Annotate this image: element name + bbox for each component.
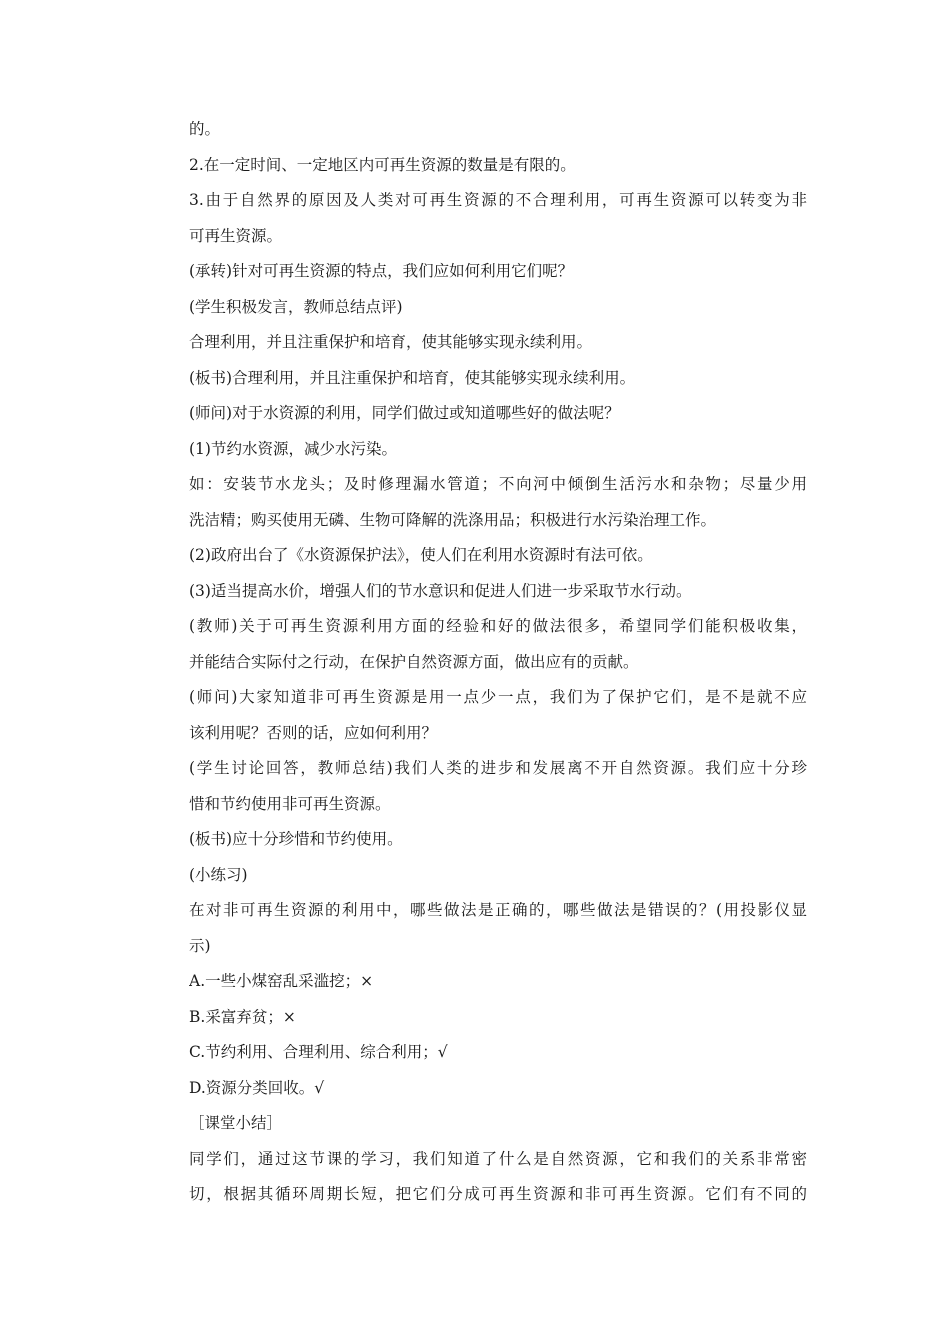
text-line: 同学们，通过这节课的学习，我们知道了什么是自然资源，它和我们的关系非常密	[189, 1149, 807, 1168]
text-line: (师问)大家知道非可再生资源是用一点少一点，我们为了保护它们，是不是就不应	[189, 688, 807, 706]
text-line: ［课堂小结］	[189, 1114, 283, 1132]
text-line: (承转)针对可再生资源的特点，我们应如何利用它们呢？	[189, 262, 574, 280]
text-line: (小练习)	[189, 865, 248, 884]
text-line: (学生积极发言，教师总结点评)	[189, 297, 403, 316]
text-line: (2)政府出台了《水资源保护法》，使人们在利用水资源时有法可依。	[189, 546, 653, 564]
text-line: 该利用呢？否则的话，应如何利用？	[189, 723, 438, 742]
text-line: (3)适当提高水价，增强人们的节水意识和促进人们进一步采取节水行动。	[189, 581, 692, 600]
text-line: (师问)对于水资源的利用，同学们做过或知道哪些好的做法呢？	[189, 404, 620, 422]
text-line: 切，根据其循环周期长短，把它们分成可再生资源和非可再生资源。它们有不同的	[189, 1185, 807, 1203]
text-line: C.节约利用、合理利用、综合利用；√	[189, 1043, 448, 1061]
text-line: (板书)合理利用，并且注重保护和培育，使其能够实现永续利用。	[189, 368, 636, 387]
text-line: 在对非可再生资源的利用中，哪些做法是正确的，哪些做法是错误的？(用投影仪显	[189, 901, 807, 919]
text-line: 如：安装节水龙头；及时修理漏水管道；不向河中倾倒生活污水和杂物；尽量少用	[189, 475, 807, 493]
text-line: 的。	[189, 120, 221, 138]
text-line: 3.由于自然界的原因及人类对可再生资源的不合理利用，可再生资源可以转变为非	[189, 191, 807, 209]
text-line: D.资源分类回收。√	[189, 1078, 325, 1097]
text-line: 并能结合实际付之行动，在保护自然资源方面，做出应有的贡献。	[189, 652, 639, 671]
text-line: 可再生资源。	[189, 226, 283, 245]
text-line: 示)	[189, 936, 211, 955]
text-line: (学生讨论回答，教师总结)我们人类的进步和发展离不开自然资源。我们应十分珍	[189, 759, 807, 777]
text-line: (教师)关于可再生资源利用方面的经验和好的做法很多，希望同学们能积极收集，	[189, 617, 807, 635]
text-line: 惜和节约使用非可再生资源。	[189, 794, 391, 813]
text-line: 2.在一定时间、一定地区内可再生资源的数量是有限的。	[189, 155, 576, 174]
document-body	[189, 112, 807, 1213]
text-line: (板书)应十分珍惜和节约使用。	[189, 830, 403, 848]
text-line: (1)节约水资源，减少水污染。	[189, 439, 397, 458]
text-line: A.一些小煤窑乱采滥挖；×	[189, 972, 374, 990]
text-line: 洗洁精；购买使用无磷、生物可降解的洗涤用品；积极进行水污染治理工作。	[189, 510, 717, 529]
text-line: 合理利用，并且注重保护和培育，使其能够实现永续利用。	[189, 333, 593, 351]
text-line: B.采富弃贫；×	[189, 1007, 296, 1026]
